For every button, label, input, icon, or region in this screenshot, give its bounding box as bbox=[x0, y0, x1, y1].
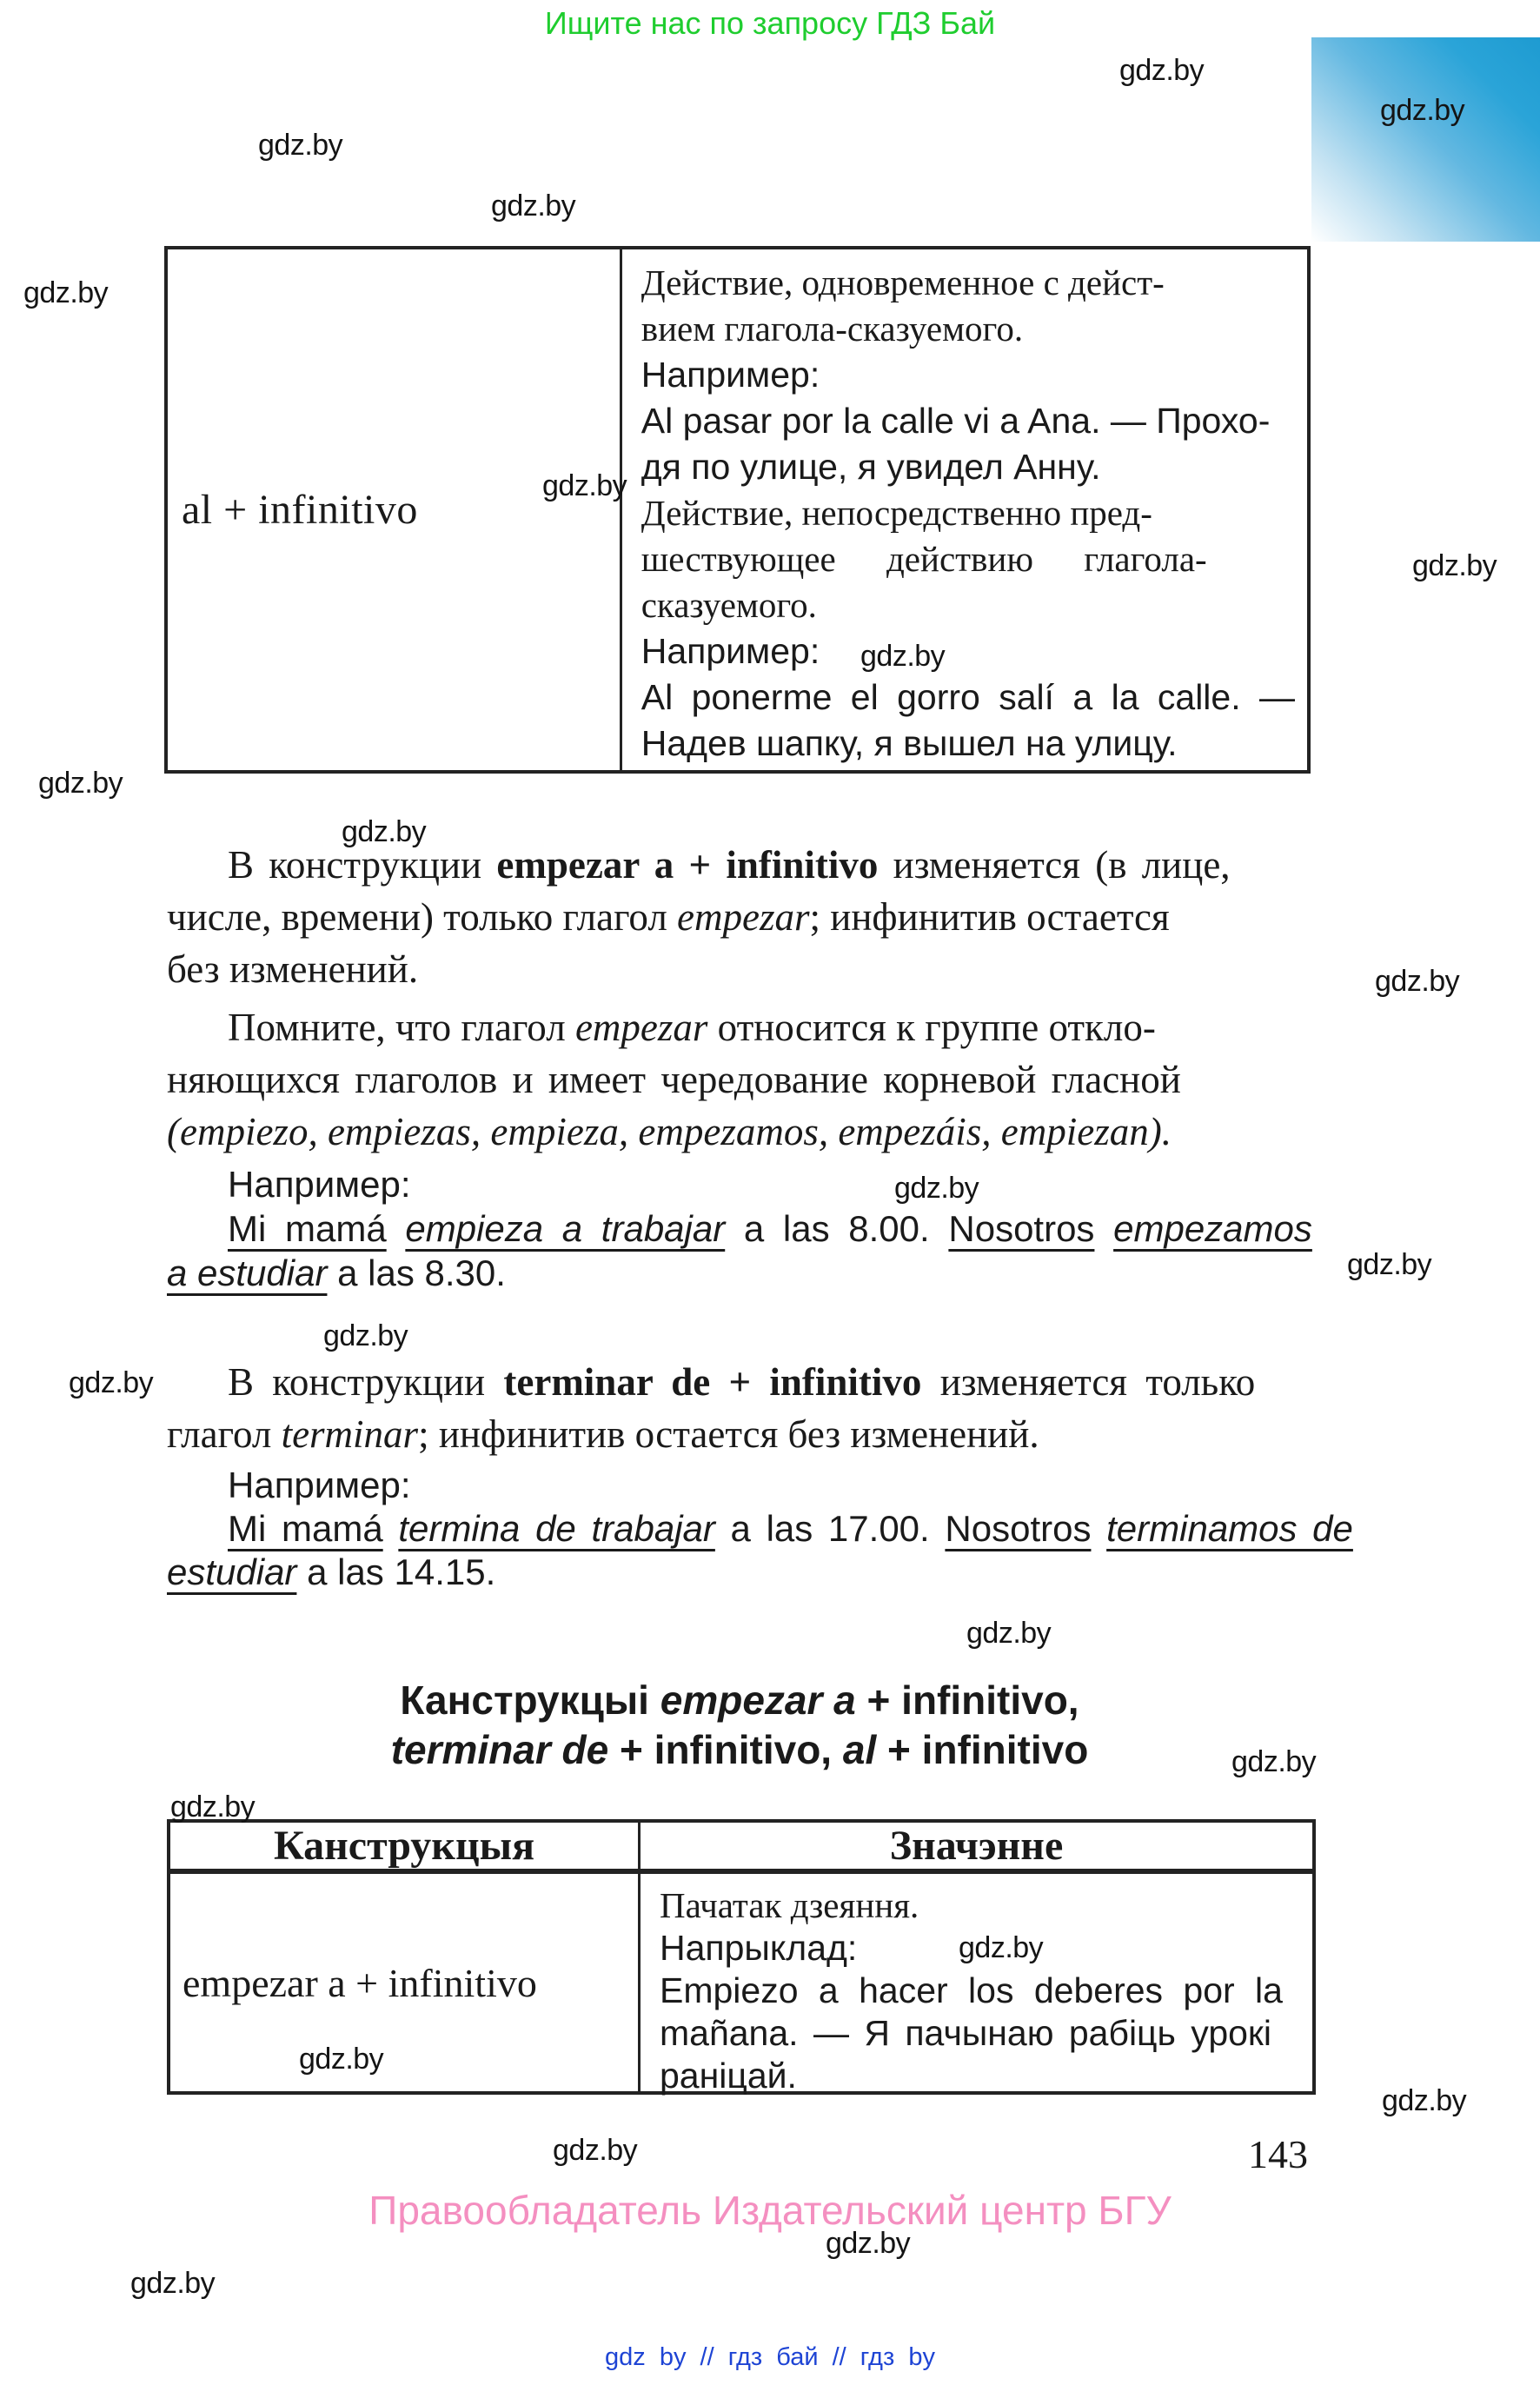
text-run: + infinitivo, bbox=[855, 1677, 1079, 1723]
meaning-line: Empiezo a hacer los deberes por la bbox=[660, 1970, 1283, 2010]
text-line bbox=[167, 891, 1312, 943]
underlined-italic-run: termina de trabajar bbox=[398, 1508, 715, 1549]
italic-run: terminar de bbox=[390, 1727, 609, 1772]
text-run: a las 8.00. bbox=[743, 1208, 930, 1249]
text-line bbox=[167, 1408, 1312, 1460]
text-line bbox=[167, 1053, 1312, 1106]
watermark: gdz.by bbox=[1347, 1248, 1432, 1281]
underlined-italic-run: empieza a trabajar bbox=[405, 1208, 726, 1249]
heading-line bbox=[167, 1676, 1312, 1725]
text-run: изменяется (в лице, bbox=[878, 843, 1231, 887]
text-run: a las 14.15. bbox=[307, 1551, 496, 1592]
underlined-run: Mi mamá bbox=[228, 1208, 387, 1249]
text-run: числе, времени) только глагол bbox=[167, 895, 678, 939]
text-line bbox=[167, 1356, 1312, 1408]
watermark: gdz.by bbox=[342, 815, 427, 848]
watermark: gdz.by bbox=[491, 189, 576, 223]
italic-run: empezar bbox=[677, 895, 810, 939]
meaning-line: сказуемого. bbox=[641, 585, 817, 625]
watermark: gdz.by bbox=[1119, 54, 1205, 87]
watermark: gdz.by bbox=[170, 1790, 256, 1824]
text-run: относится к группе откло- bbox=[707, 1006, 1156, 1049]
underlined-italic-run: terminamos de bbox=[1106, 1508, 1353, 1549]
example-label bbox=[167, 1464, 1312, 1507]
italic-run: terminar bbox=[281, 1412, 419, 1456]
watermark: gdz.by bbox=[299, 2043, 384, 2076]
copyright-notice: Правообладатель Издательский центр БГУ bbox=[368, 2188, 1172, 2233]
watermark: gdz.by bbox=[1375, 965, 1460, 998]
paragraph-terminar-rule bbox=[167, 1356, 1312, 1460]
table2-header-row bbox=[170, 1823, 1312, 1874]
construction-label: al + infinitivo bbox=[182, 487, 418, 533]
watermark: gdz.by bbox=[959, 1931, 1044, 1964]
watermark: gdz.by bbox=[542, 469, 627, 502]
watermark: gdz.by bbox=[860, 640, 946, 673]
meaning-line: шествующее действию глагола- bbox=[641, 539, 1207, 579]
example-empezar bbox=[167, 1162, 1312, 1295]
italic-run: empezar a bbox=[660, 1677, 856, 1723]
meaning-line: Действие, одновременное с дейст- bbox=[641, 262, 1165, 302]
watermark: gdz.by bbox=[966, 1617, 1052, 1650]
meaning-line: Пачатак дзеяння. bbox=[660, 1885, 919, 1925]
meaning-line: Например: bbox=[641, 631, 820, 671]
underlined-run: Nosotros bbox=[948, 1208, 1095, 1249]
watermark: gdz.by bbox=[1382, 2084, 1467, 2117]
example-line bbox=[167, 1206, 1312, 1251]
text-line bbox=[167, 1001, 1312, 1053]
table1-meaning-cell bbox=[622, 249, 1307, 770]
section-heading bbox=[167, 1676, 1312, 1775]
watermark: gdz.by bbox=[1380, 94, 1465, 127]
watermark: gdz.by bbox=[826, 2227, 911, 2260]
gdz-footer-links[interactable]: gdz by // гдз бай // гдз by bbox=[605, 2343, 935, 2371]
table2-header-construction: Канструкцыя bbox=[170, 1823, 641, 1869]
underlined-run: Nosotros bbox=[945, 1508, 1092, 1549]
example-line bbox=[167, 1507, 1353, 1551]
watermark: gdz.by bbox=[38, 767, 123, 800]
bold-run: terminar de + infinitivo bbox=[503, 1360, 922, 1404]
watermark: gdz.by bbox=[323, 1319, 408, 1352]
italic-run: empezar bbox=[574, 1006, 708, 1049]
watermark: gdz.by bbox=[894, 1172, 979, 1205]
page-number: 143 bbox=[1248, 2132, 1308, 2176]
underlined-italic-run: empezamos bbox=[1113, 1208, 1312, 1249]
example-line bbox=[167, 1251, 1312, 1295]
text-line bbox=[167, 943, 1312, 995]
grammar-table-al-infinitivo bbox=[164, 246, 1311, 774]
meaning-line: Al pasar por la calle vi a Ana. — Прохо- bbox=[641, 401, 1271, 441]
text-run: a las 8.30. bbox=[337, 1252, 506, 1293]
watermark: gdz.by bbox=[23, 276, 109, 309]
watermark: gdz.by bbox=[1231, 1745, 1317, 1778]
text-run: Канструкцыі bbox=[400, 1677, 660, 1723]
text-run: изменяется только bbox=[921, 1360, 1256, 1404]
watermark: gdz.by bbox=[258, 129, 343, 162]
text-run: ; инфинитив остается без изменений. bbox=[418, 1412, 1039, 1456]
blue-gradient-box bbox=[1311, 37, 1540, 242]
watermark: gdz.by bbox=[130, 2267, 216, 2300]
text-line bbox=[167, 1106, 1312, 1158]
underlined-italic-run: a estudiar bbox=[167, 1252, 328, 1293]
italic-run: (empiezo, empiezas, empieza, empezamos, empezáis, empiezan). bbox=[167, 1110, 1172, 1153]
text-run: В конструкции bbox=[228, 1360, 504, 1404]
top-search-banner: Ищите нас по запросу ГДЗ Бай bbox=[544, 5, 996, 41]
paragraph-empezar-rule bbox=[167, 839, 1312, 995]
meaning-line: Напрыклад: bbox=[660, 1928, 858, 1968]
watermark: gdz.by bbox=[553, 2134, 638, 2167]
table2-meaning-cell bbox=[641, 1874, 1312, 2096]
meaning-line: Действие, непосредственно пред- bbox=[641, 493, 1152, 533]
meaning-line: вием глагола-сказуемого. bbox=[641, 309, 1024, 349]
table2-construction-cell bbox=[170, 1874, 641, 2091]
text-run: a las 17.00. bbox=[730, 1508, 930, 1549]
text-line bbox=[167, 839, 1312, 891]
watermark: gdz.by bbox=[69, 1366, 154, 1399]
table2-header-meaning: Значэнне bbox=[889, 1823, 1064, 1869]
meaning-line: Например: bbox=[641, 355, 820, 395]
meaning-line: раніцай. bbox=[660, 2056, 797, 2096]
meaning-line: дя по улице, я увидел Анну. bbox=[641, 447, 1101, 487]
example-line bbox=[167, 1551, 1312, 1594]
text-run: ; инфинитив остается bbox=[809, 895, 1170, 939]
underlined-italic-run: estudiar bbox=[167, 1551, 297, 1592]
text-run: В конструкции bbox=[228, 843, 497, 887]
watermark: gdz.by bbox=[1412, 549, 1497, 582]
underlined-run: Mi mamá bbox=[228, 1508, 383, 1549]
text-run: + infinitivo, bbox=[608, 1727, 843, 1772]
text-run: без изменений. bbox=[167, 947, 419, 991]
table1-construction-cell bbox=[168, 249, 622, 770]
example-terminar bbox=[167, 1464, 1353, 1594]
text-run: глагол bbox=[167, 1412, 282, 1456]
text-run: няющихся глаголов и имеет чередование корневой гласной bbox=[167, 1058, 1181, 1101]
text-run: Помните, что глагол bbox=[228, 1006, 575, 1049]
construction-label: empezar a + infinitivo bbox=[183, 1960, 537, 2005]
text-run: + infinitivo bbox=[876, 1727, 1089, 1772]
text-run: Например: bbox=[228, 1164, 411, 1205]
text-run: Например: bbox=[228, 1465, 411, 1505]
italic-run: al bbox=[842, 1727, 877, 1772]
meaning-line: Al ponerme el gorro salí a la calle. — bbox=[641, 677, 1295, 717]
meaning-line: Надев шапку, я вышел на улицу. bbox=[641, 723, 1178, 763]
meaning-line: mañana. — Я пачынаю рабіць урокі bbox=[660, 2013, 1271, 2053]
bold-run: empezar a + infinitivo bbox=[496, 843, 879, 887]
heading-line bbox=[167, 1725, 1312, 1775]
paragraph-empezar-stem-change bbox=[167, 1001, 1312, 1158]
example-label bbox=[167, 1162, 1312, 1206]
